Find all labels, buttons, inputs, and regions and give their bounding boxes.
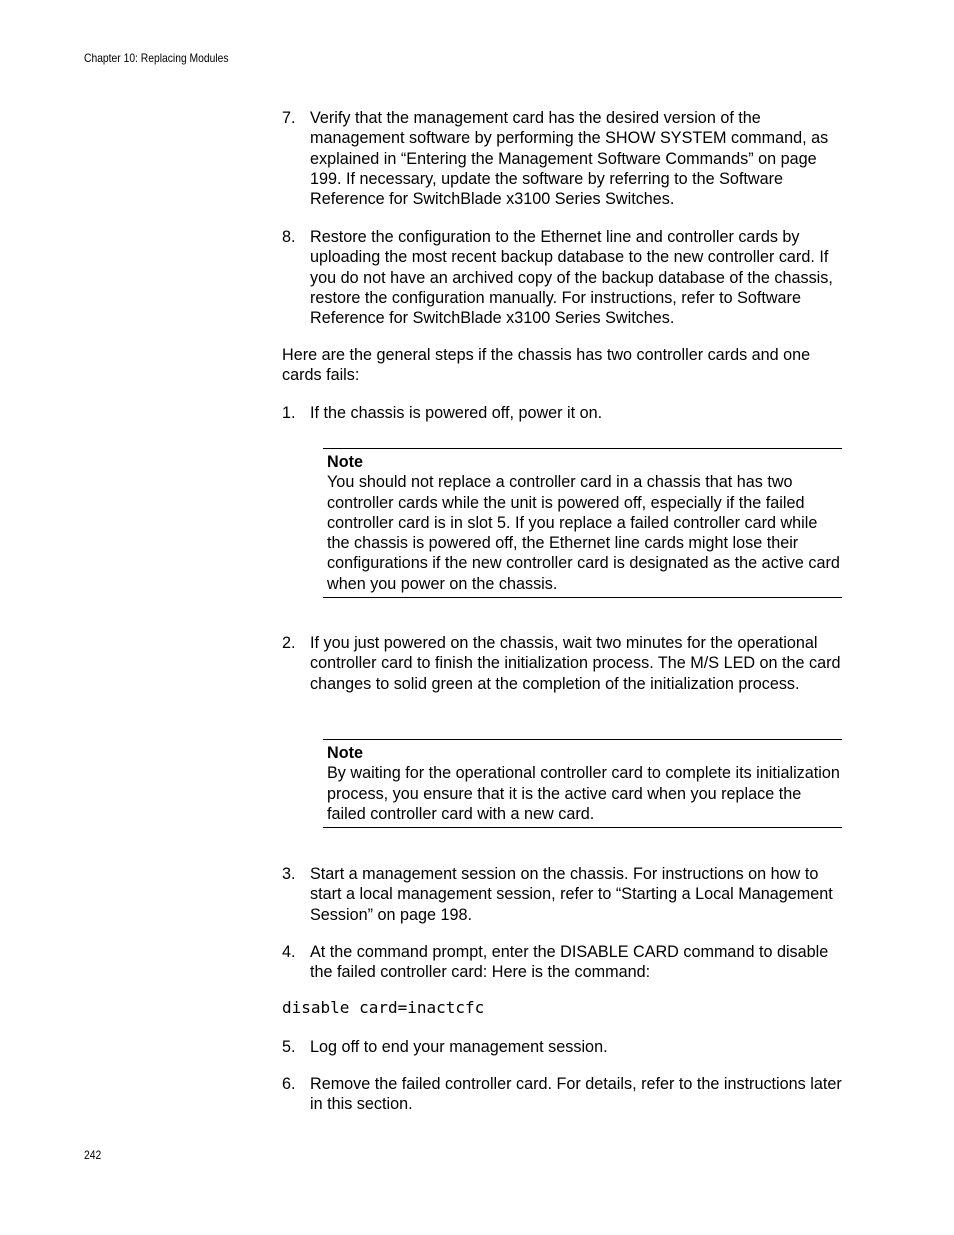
step-number: 2. (282, 634, 296, 652)
list-item (282, 942, 844, 983)
command-example: disable card=inactcfc (282, 998, 485, 1017)
note-title: Note (327, 453, 363, 471)
step-text: If the chassis is powered off, power it on. (310, 404, 603, 422)
step-number: 6. (282, 1075, 296, 1093)
note-text: By waiting for the operational controller card to complete its initialization process, you ensure that it is the active card when you replace the failed controller card with a new card. (327, 764, 840, 823)
step-text: Log off to end your management session. (310, 1038, 608, 1056)
intro-paragraph: Here are the general steps if the chassis has two controller cards and one cards fails: (282, 346, 811, 385)
running-header: Chapter 10: Replacing Modules (84, 51, 229, 65)
page-number: 242 (84, 1148, 102, 1162)
note-box (323, 448, 842, 598)
note-box (323, 739, 842, 828)
step-number: 3. (282, 865, 296, 883)
step-text: Start a management session on the chassis. For instructions on how to start a local management session, refer to “Starting a Local Management Session” on page 198. (310, 865, 833, 924)
list-item (282, 1074, 844, 1115)
note-title: Note (327, 744, 363, 762)
step-number: 7. (282, 109, 296, 127)
step-text: Verify that the management card has the desired version of the management software by performing the SHOW SYSTEM command, as explained in “Entering the Management Software Commands” on page 199. If necessary, update the software by referring to the Software Reference for SwitchBlade x3100 Series Switches. (310, 109, 829, 209)
list-item (282, 1037, 844, 1057)
step-number: 5. (282, 1038, 296, 1056)
step-number: 8. (282, 228, 296, 246)
list-item (282, 108, 844, 209)
step-text: If you just powered on the chassis, wait two minutes for the operational controller card to finish the initialization process. The M/S LED on the card changes to solid green at the completion of the initialization process. (310, 634, 841, 693)
list-item (282, 227, 844, 328)
step-text: Restore the configuration to the Ethernet line and controller cards by uploading the most recent backup database to the new controller card. If you do not have an archived copy of the backup database of the chassis, restore the configuration manually. For instructions, refer to Software Reference for SwitchBlade x3100 Series Switches. (310, 228, 833, 328)
step-text: At the command prompt, enter the DISABLE CARD command to disable the failed controller card: Here is the command: (310, 943, 829, 982)
step-text: Remove the failed controller card. For details, refer to the instructions later in this section. (310, 1075, 842, 1114)
list-item (282, 633, 844, 694)
list-item (282, 864, 844, 925)
step-number: 1. (282, 404, 296, 422)
step-number: 4. (282, 943, 296, 961)
list-item (282, 403, 844, 423)
note-text: You should not replace a controller card in a chassis that has two controller cards while the unit is powered off, especially if the failed controller card is in slot 5. If you replace a failed controller card while the chassis is powered off, the Ethernet line cards might lose their configurations if the new controller card is designated as the active card when you power on the chassis. (327, 473, 840, 593)
